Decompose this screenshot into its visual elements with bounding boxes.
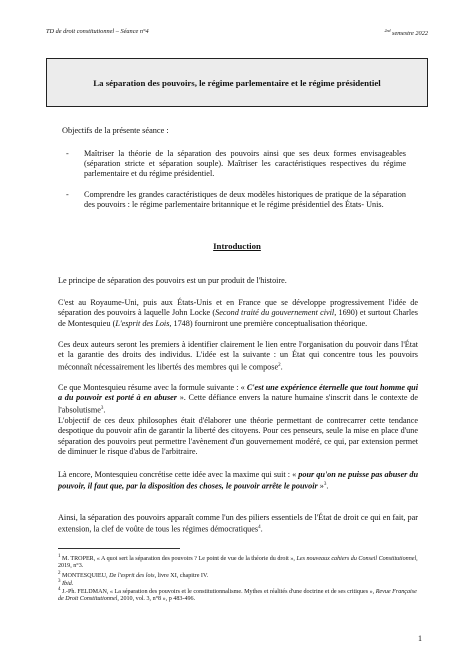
objective-item <box>66 149 406 180</box>
paragraph-text: Ces deux auteurs seront les premiers à identifier clairement le lien entre l'organisation du pouvoir dans l'État et la garantie des droits des individus. L'idée est la suivante : un État qui concentre tous les pouvoirs méconnaît nécessairement les libertés des membres qui le compose <box>58 340 418 372</box>
header-semester-label <box>384 28 428 37</box>
footnote-text: , 2010, vol. 3, n°8 », p 483-496. <box>117 596 196 603</box>
footnote-number: 1 <box>58 554 61 559</box>
footnote-ref: 3 <box>100 405 104 411</box>
paragraph-text: . <box>326 482 329 492</box>
section-heading-introduction: Introduction <box>213 241 261 251</box>
objective-text: Comprendre les grandes caractéristiques de deux modèles historiques de pratique de la séparation des pouvoirs : le régime parlementaire britannique et le régime présidentiel des États- Unis. <box>84 189 406 209</box>
footnote-source: Revue Française de Droit Constitutionnel <box>58 589 417 603</box>
paragraph-text: , 1748) fourniront une première conceptualisation théorique. <box>169 318 368 328</box>
objective-text: Maîtriser la théorie de la séparation des pouvoirs ainsi que ses deux formes envisageables (séparation stricte et séparation souple). Maîtriser les caractéristiques respectives du régime parlementaire et du régime présidentiel. <box>84 149 406 179</box>
paragraph-5 <box>58 416 418 457</box>
header-semester-text: semestre 2022 <box>390 30 428 38</box>
footnote-4 <box>58 586 420 604</box>
paragraph-text: . <box>280 362 283 372</box>
page-header <box>46 28 428 40</box>
header-semester-sup: 2nd <box>384 28 391 33</box>
paragraph-text: Là encore, Montesquieu concrétise cette idée avec la maxime qui suit : « <box>58 470 299 479</box>
montesquieu-maxim: pour qu'on ne puisse pas abuser du pouvoir, il faut que, par la disposition des choses, le pouvoir arrête le pouvoir <box>58 470 418 492</box>
footnote-number: 4 <box>58 587 61 592</box>
footnote-separator <box>58 548 180 549</box>
footnote-text: J.-Ph. FELDMAN, « La séparation des pouvoirs et le constitutionnalisme. Mythes et réalités d'une doctrine et de ses critiques », <box>60 589 376 596</box>
paragraph-text: » <box>317 482 324 492</box>
footnote-source: Les nouveaux cahiers du Conseil Constitutionnel <box>296 556 417 563</box>
footnote-text: M. TROPER, « A quoi sert la séparation des pouvoirs ? Le point de vue de la théorie du droit », <box>60 556 297 563</box>
paragraph-text: Ce que Montesquieu résume avec la formule suivante : « <box>58 383 247 392</box>
dash-bullet-icon: - <box>66 189 69 199</box>
paragraph-text: Ainsi, la séparation des pouvoirs apparaît comme l'un des piliers essentiels de l'État de droit ce qui en fait, par extension, la clef de voûte de tous les régimes démocratiques <box>58 513 418 535</box>
paragraph-4 <box>58 383 418 416</box>
paragraph-text: , 1690) et surtout Charles de Montesquieu ( <box>58 308 418 328</box>
paragraph-text: C'est au Royaume-Uni, puis aux États-Unis et en France que se développe progressivement l'idée de séparation des pouvoirs à laquelle John Locke ( <box>58 298 418 318</box>
paragraph-text: ». Cette défiance envers la nature humaine s'inscrit dans le contexte de l'absolutisme <box>58 393 419 415</box>
footnote-1 <box>58 553 420 571</box>
footnote-number: 3 <box>58 579 61 584</box>
document-title: La séparation des pouvoirs, le régime parlementaire et le régime présidentiel <box>93 77 381 88</box>
page-number: 1 <box>418 634 422 643</box>
paragraph-text: Le principe de séparation des pouvoirs est un pur produit de l'histoire. <box>58 276 287 285</box>
montesquieu-quote: C'est une expérience éternelle que tout homme qui a du pouvoir est porté à en abuser <box>58 383 418 403</box>
footnote-ref: 4 <box>258 525 261 531</box>
footnote-text: , 2019, n°3. <box>58 556 418 570</box>
footnote-ref: 2 <box>278 362 281 368</box>
footnote-source: De l'esprit des lois <box>109 573 155 580</box>
header-course-label: TD de droit constitutionnel – Séance n°4 <box>46 28 149 35</box>
paragraph-text: . <box>260 525 263 535</box>
footnote-text: MONTESQUIEU, <box>60 573 110 580</box>
paragraph-1 <box>58 276 418 286</box>
objective-item <box>66 190 406 210</box>
book-title: L'esprit des Lois <box>115 318 170 328</box>
paragraph-text: L'objectif de ces deux philosophes était d'élaborer une théorie permettant de contrecarrer cette tendance despotique du pouvoir afin de garantir la liberté des citoyens. Pour ces penseurs, seule la mise en place d'une séparation des pouvoirs peut permettre l'avènement d'un gouvernement modéré, ce qui, par extension permet de diminuer le risque d'abus de l'arbitraire. <box>58 416 418 456</box>
footnote-source: Ibid. <box>60 581 74 588</box>
footnote-number: 2 <box>58 571 61 576</box>
footnote-ref: 3 <box>323 482 327 488</box>
dash-bullet-icon: - <box>66 149 69 158</box>
title-box <box>46 58 428 107</box>
footnote-text: , livre XI, chapitre IV. <box>154 573 209 580</box>
paragraph-7 <box>58 513 418 535</box>
paragraph-text: . <box>103 405 106 415</box>
book-title: Second traité du gouvernement civil <box>215 308 335 318</box>
paragraph-2 <box>58 298 418 329</box>
paragraph-6 <box>58 470 418 492</box>
objectives-label: Objectifs de la présente séance : <box>62 126 169 135</box>
paragraph-3 <box>58 340 418 373</box>
objectives-list <box>66 149 406 220</box>
